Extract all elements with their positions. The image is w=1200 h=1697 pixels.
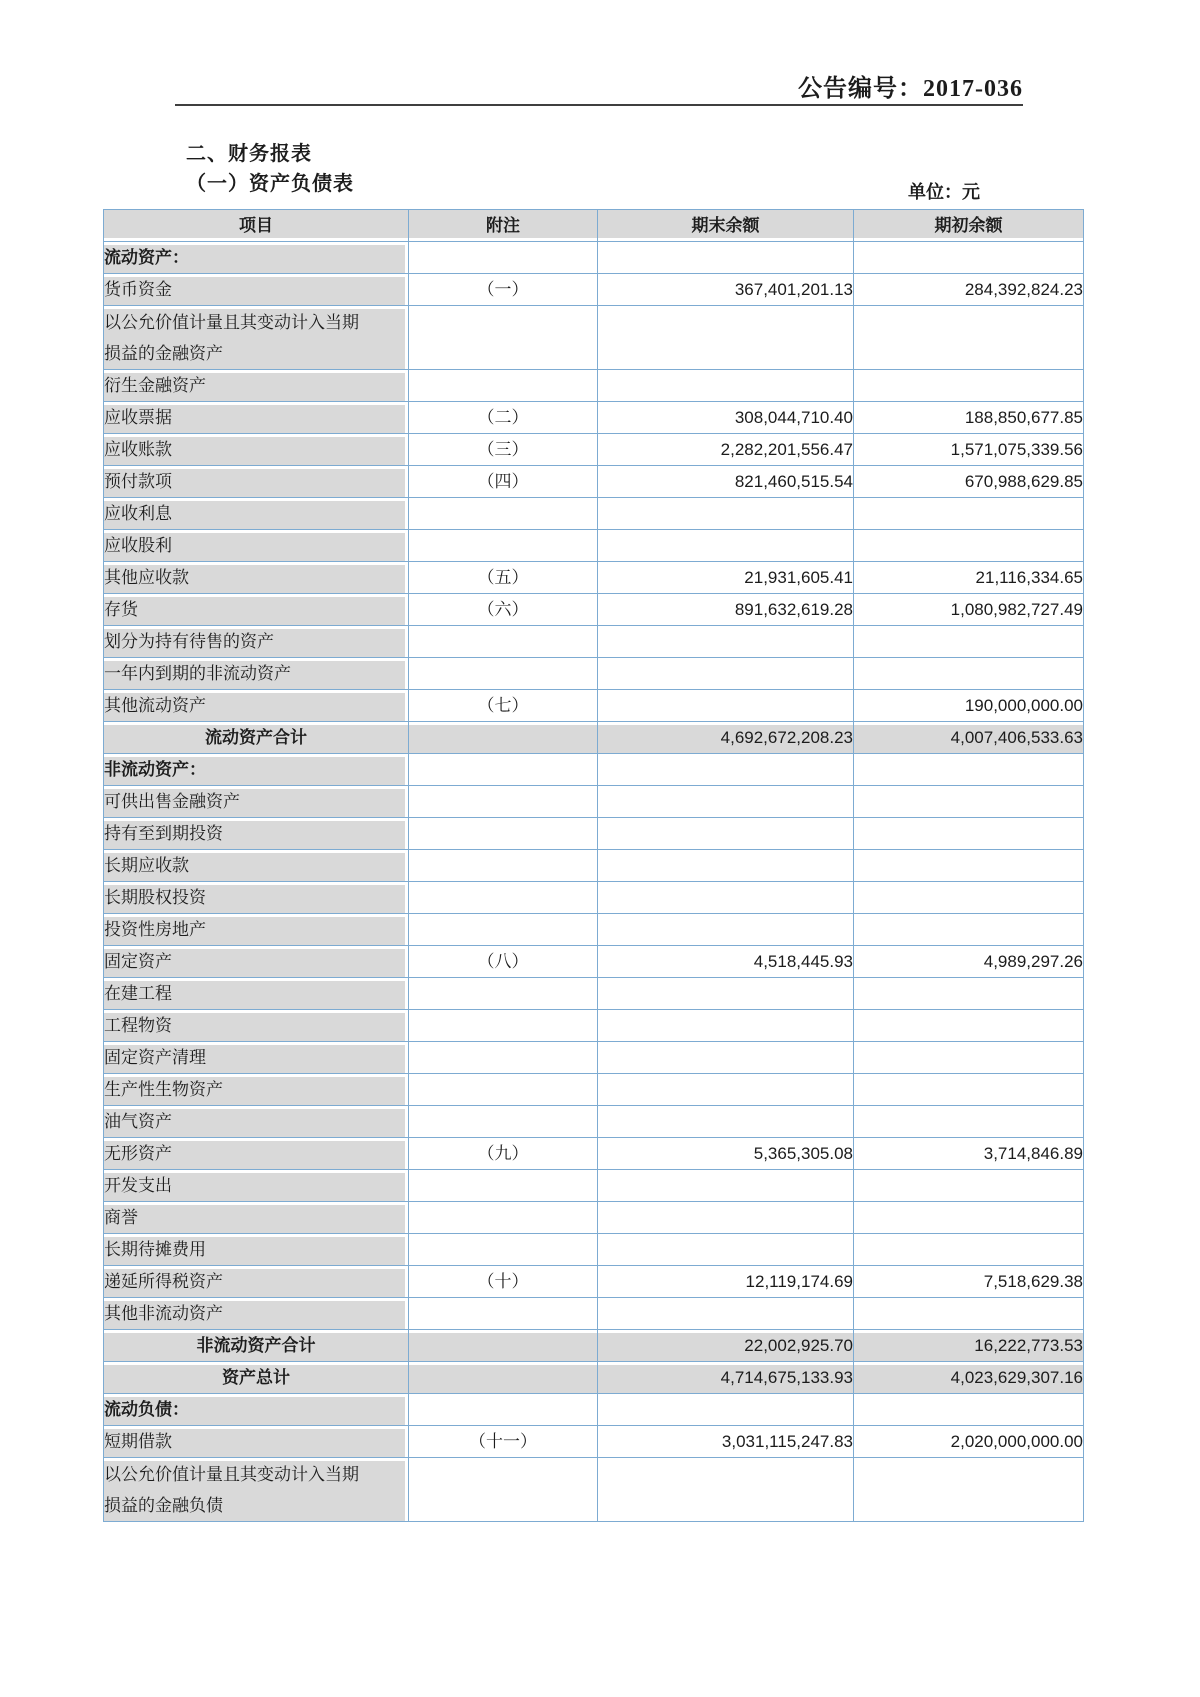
item-cell: 非流动资产：: [104, 754, 409, 786]
beginning-balance-cell: [854, 1106, 1084, 1138]
table-row: [104, 402, 1084, 434]
item-cell: 无形资产: [104, 1138, 409, 1170]
beginning-balance-cell: 188,850,677.85: [854, 402, 1084, 434]
table-row: [104, 498, 1084, 530]
item-cell: 以公允价值计量且其变动计入当期损益的金融资产: [104, 306, 409, 370]
table-row: [104, 1458, 1084, 1522]
note-cell: [409, 1298, 598, 1330]
doc-number: 公告编号：2017-036: [798, 76, 1023, 102]
note-cell: [409, 1042, 598, 1074]
beginning-balance-cell: [854, 306, 1084, 370]
item-cell: 可供出售金融资产: [104, 786, 409, 818]
note-cell: [409, 754, 598, 786]
note-cell: [409, 1074, 598, 1106]
ending-balance-cell: [598, 882, 854, 914]
ending-balance-cell: 12,119,174.69: [598, 1266, 854, 1298]
table-row: [104, 466, 1084, 498]
ending-balance-cell: [598, 1074, 854, 1106]
beginning-balance-cell: 3,714,846.89: [854, 1138, 1084, 1170]
note-cell: （十）: [409, 1266, 598, 1298]
ending-balance-cell: [598, 818, 854, 850]
item-cell: 其他流动资产: [104, 690, 409, 722]
note-cell: [409, 882, 598, 914]
note-cell: （八）: [409, 946, 598, 978]
ending-balance-cell: 2,282,201,556.47: [598, 434, 854, 466]
table-row: [104, 594, 1084, 626]
item-cell: 生产性生物资产: [104, 1074, 409, 1106]
table-row: [104, 562, 1084, 594]
item-cell: 投资性房地产: [104, 914, 409, 946]
note-cell: [409, 722, 598, 754]
table-row: [104, 1426, 1084, 1458]
table-row: [104, 914, 1084, 946]
note-cell: [409, 306, 598, 370]
beginning-balance-cell: [854, 786, 1084, 818]
ending-balance-cell: [598, 786, 854, 818]
header-rule: [175, 104, 1023, 106]
table-row: [104, 754, 1084, 786]
beginning-balance-cell: [854, 1458, 1084, 1522]
table-title: （一）资产负债表: [186, 173, 354, 195]
ending-balance-cell: 3,031,115,247.83: [598, 1426, 854, 1458]
beginning-balance-cell: 670,988,629.85: [854, 466, 1084, 498]
item-cell: 短期借款: [104, 1426, 409, 1458]
ending-balance-cell: [598, 754, 854, 786]
table-row: [104, 274, 1084, 306]
item-cell: 资产总计: [104, 1362, 409, 1394]
header-note: 附注: [409, 210, 598, 242]
item-cell: 应收利息: [104, 498, 409, 530]
beginning-balance-cell: [854, 370, 1084, 402]
note-cell: [409, 1362, 598, 1394]
item-cell: 存货: [104, 594, 409, 626]
ending-balance-cell: [598, 626, 854, 658]
note-cell: [409, 1106, 598, 1138]
item-cell: 一年内到期的非流动资产: [104, 658, 409, 690]
beginning-balance-cell: 1,571,075,339.56: [854, 434, 1084, 466]
beginning-balance-cell: [854, 498, 1084, 530]
section-title: 二、财务报表: [186, 143, 312, 165]
beginning-balance-cell: [854, 242, 1084, 274]
item-cell: 长期应收款: [104, 850, 409, 882]
item-cell: 开发支出: [104, 1170, 409, 1202]
note-cell: （四）: [409, 466, 598, 498]
table-row: [104, 626, 1084, 658]
ending-balance-cell: 5,365,305.08: [598, 1138, 854, 1170]
note-cell: [409, 242, 598, 274]
ending-balance-cell: [598, 306, 854, 370]
beginning-balance-cell: [854, 1394, 1084, 1426]
beginning-balance-cell: [854, 818, 1084, 850]
note-cell: （一）: [409, 274, 598, 306]
table-row: [104, 1234, 1084, 1266]
beginning-balance-cell: 7,518,629.38: [854, 1266, 1084, 1298]
beginning-balance-cell: [854, 1298, 1084, 1330]
beginning-balance-cell: [854, 754, 1084, 786]
note-cell: [409, 498, 598, 530]
beginning-balance-cell: [854, 1202, 1084, 1234]
note-cell: [409, 1458, 598, 1522]
item-cell: 预付款项: [104, 466, 409, 498]
ending-balance-cell: 821,460,515.54: [598, 466, 854, 498]
beginning-balance-cell: [854, 1170, 1084, 1202]
table-row: [104, 1298, 1084, 1330]
item-cell: 流动负债：: [104, 1394, 409, 1426]
note-cell: （二）: [409, 402, 598, 434]
ending-balance-cell: [598, 658, 854, 690]
ending-balance-cell: [598, 1234, 854, 1266]
item-cell: 货币资金: [104, 274, 409, 306]
ending-balance-cell: 4,714,675,133.93: [598, 1362, 854, 1394]
note-cell: （十一）: [409, 1426, 598, 1458]
beginning-balance-cell: 1,080,982,727.49: [854, 594, 1084, 626]
beginning-balance-cell: 4,989,297.26: [854, 946, 1084, 978]
beginning-balance-cell: 190,000,000.00: [854, 690, 1084, 722]
item-cell: 固定资产: [104, 946, 409, 978]
item-cell: 衍生金融资产: [104, 370, 409, 402]
table-row: [104, 690, 1084, 722]
table-header: [104, 210, 1084, 242]
item-cell: 工程物资: [104, 1010, 409, 1042]
note-cell: （六）: [409, 594, 598, 626]
ending-balance-cell: [598, 690, 854, 722]
table-row: [104, 434, 1084, 466]
ending-balance-cell: 4,692,672,208.23: [598, 722, 854, 754]
note-cell: [409, 978, 598, 1010]
ending-balance-cell: [598, 242, 854, 274]
beginning-balance-cell: 4,007,406,533.63: [854, 722, 1084, 754]
ending-balance-cell: [598, 530, 854, 562]
ending-balance-cell: [598, 1458, 854, 1522]
ending-balance-cell: [598, 370, 854, 402]
table-row: [104, 1202, 1084, 1234]
ending-balance-cell: [598, 850, 854, 882]
item-cell: 应收票据: [104, 402, 409, 434]
ending-balance-cell: 891,632,619.28: [598, 594, 854, 626]
table-row: [104, 658, 1084, 690]
beginning-balance-cell: [854, 914, 1084, 946]
balance-sheet-table: [103, 209, 1084, 1522]
ending-balance-cell: 22,002,925.70: [598, 1330, 854, 1362]
beginning-balance-cell: 16,222,773.53: [854, 1330, 1084, 1362]
note-cell: [409, 1010, 598, 1042]
ending-balance-cell: [598, 1170, 854, 1202]
table-row: [104, 370, 1084, 402]
note-cell: [409, 626, 598, 658]
header-item: 项目: [104, 210, 409, 242]
beginning-balance-cell: [854, 530, 1084, 562]
beginning-balance-cell: [854, 978, 1084, 1010]
table-row: [104, 1010, 1084, 1042]
table-body: [104, 242, 1084, 1522]
note-cell: （七）: [409, 690, 598, 722]
table-row: [104, 946, 1084, 978]
table-row: [104, 1170, 1084, 1202]
item-cell: 递延所得税资产: [104, 1266, 409, 1298]
table-row: [104, 882, 1084, 914]
beginning-balance-cell: [854, 1074, 1084, 1106]
ending-balance-cell: [598, 978, 854, 1010]
ending-balance-cell: 367,401,201.13: [598, 274, 854, 306]
beginning-balance-cell: [854, 1042, 1084, 1074]
beginning-balance-cell: [854, 1010, 1084, 1042]
ending-balance-cell: [598, 1042, 854, 1074]
item-cell: 在建工程: [104, 978, 409, 1010]
item-cell: 流动资产：: [104, 242, 409, 274]
note-cell: （三）: [409, 434, 598, 466]
item-cell: 流动资产合计: [104, 722, 409, 754]
item-cell: 固定资产清理: [104, 1042, 409, 1074]
beginning-balance-cell: 4,023,629,307.16: [854, 1362, 1084, 1394]
item-cell: 持有至到期投资: [104, 818, 409, 850]
note-cell: [409, 914, 598, 946]
note-cell: [409, 1234, 598, 1266]
ending-balance-cell: 308,044,710.40: [598, 402, 854, 434]
ending-balance-cell: [598, 498, 854, 530]
item-cell: 划分为持有待售的资产: [104, 626, 409, 658]
note-cell: （五）: [409, 562, 598, 594]
table-row: [104, 1330, 1084, 1362]
table-row: [104, 1362, 1084, 1394]
item-cell: 其他非流动资产: [104, 1298, 409, 1330]
beginning-balance-cell: [854, 626, 1084, 658]
beginning-balance-cell: 284,392,824.23: [854, 274, 1084, 306]
beginning-balance-cell: 2,020,000,000.00: [854, 1426, 1084, 1458]
ending-balance-cell: [598, 1298, 854, 1330]
unit-label: 单位：元: [908, 182, 980, 202]
note-cell: [409, 1330, 598, 1362]
table-row: [104, 978, 1084, 1010]
note-cell: [409, 786, 598, 818]
note-cell: [409, 1170, 598, 1202]
ending-balance-cell: 21,931,605.41: [598, 562, 854, 594]
table-row: [104, 1266, 1084, 1298]
item-cell: 商誉: [104, 1202, 409, 1234]
note-cell: [409, 658, 598, 690]
item-cell: 以公允价值计量且其变动计入当期损益的金融负债: [104, 1458, 409, 1522]
table-row: [104, 1106, 1084, 1138]
table-row: [104, 818, 1084, 850]
note-cell: [409, 1202, 598, 1234]
beginning-balance-cell: [854, 658, 1084, 690]
ending-balance-cell: [598, 1394, 854, 1426]
beginning-balance-cell: [854, 882, 1084, 914]
item-cell: 其他应收款: [104, 562, 409, 594]
table-row: [104, 1042, 1084, 1074]
note-cell: （九）: [409, 1138, 598, 1170]
ending-balance-cell: [598, 1106, 854, 1138]
note-cell: [409, 370, 598, 402]
note-cell: [409, 818, 598, 850]
beginning-balance-cell: [854, 1234, 1084, 1266]
item-cell: 应收账款: [104, 434, 409, 466]
table-row: [104, 850, 1084, 882]
item-cell: 非流动资产合计: [104, 1330, 409, 1362]
beginning-balance-cell: [854, 850, 1084, 882]
note-cell: [409, 530, 598, 562]
header-beginning-balance: 期初余额: [854, 210, 1084, 242]
beginning-balance-cell: 21,116,334.65: [854, 562, 1084, 594]
item-cell: 长期股权投资: [104, 882, 409, 914]
table-row: [104, 1394, 1084, 1426]
ending-balance-cell: 4,518,445.93: [598, 946, 854, 978]
table-row: [104, 722, 1084, 754]
table-row: [104, 1138, 1084, 1170]
table-row: [104, 242, 1084, 274]
ending-balance-cell: [598, 1202, 854, 1234]
item-cell: 长期待摊费用: [104, 1234, 409, 1266]
table-row: [104, 786, 1084, 818]
header-ending-balance: 期末余额: [598, 210, 854, 242]
table-row: [104, 1074, 1084, 1106]
table-row: [104, 530, 1084, 562]
item-cell: 应收股利: [104, 530, 409, 562]
header-row: [104, 210, 1084, 242]
table-row: [104, 306, 1084, 370]
item-cell: 油气资产: [104, 1106, 409, 1138]
note-cell: [409, 1394, 598, 1426]
note-cell: [409, 850, 598, 882]
ending-balance-cell: [598, 1010, 854, 1042]
ending-balance-cell: [598, 914, 854, 946]
